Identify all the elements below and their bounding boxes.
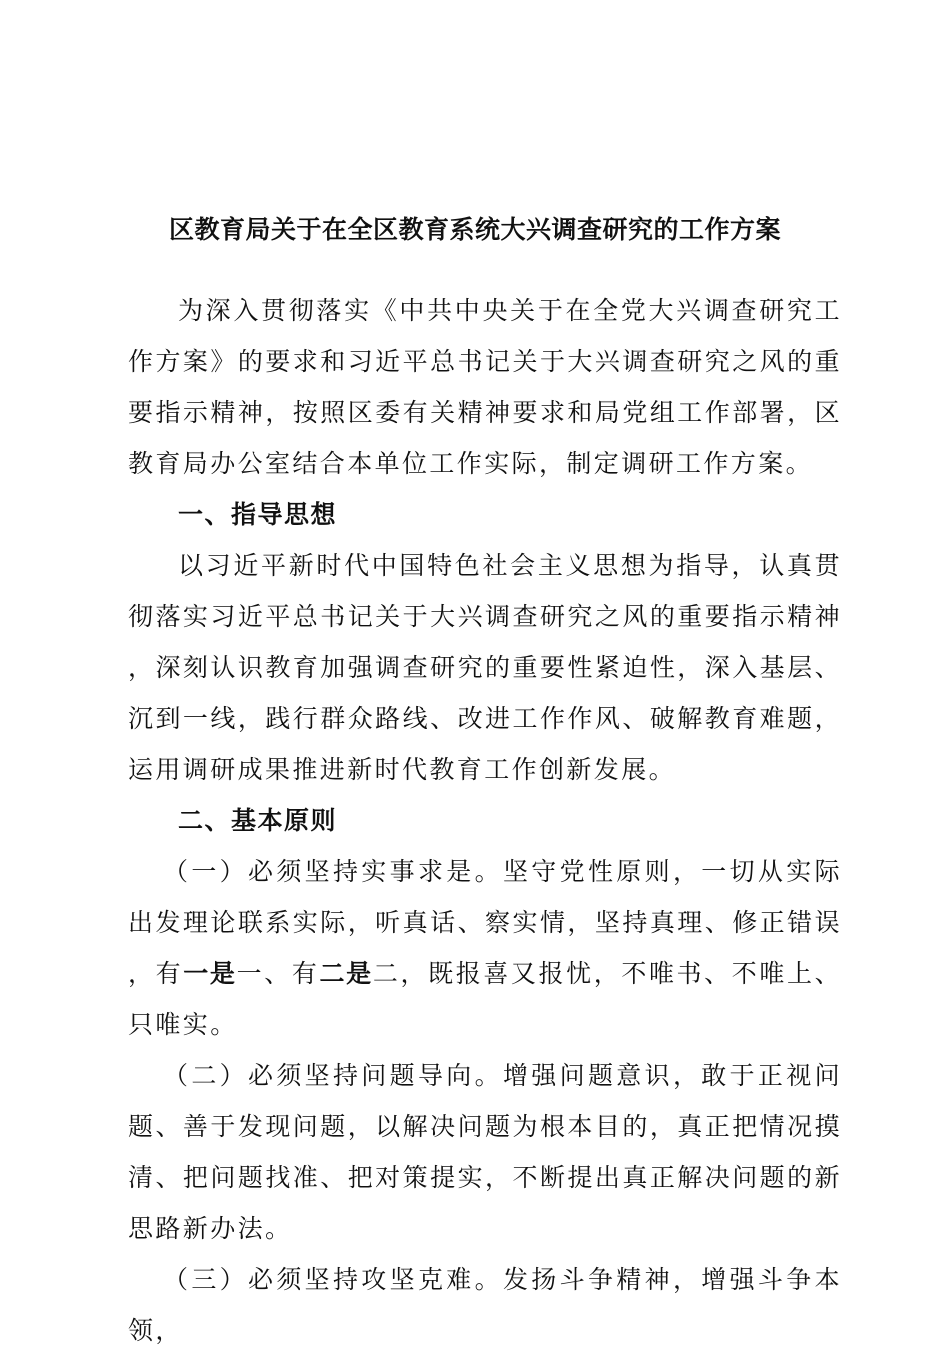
principle-1-text-d: 二，既报喜又报忧，不唯书、不唯上、只唯实。 [128,959,842,1039]
document-body [128,285,842,1356]
document-title: 区教育局关于在全区教育系统大兴调查研究的工作方案 [168,215,781,244]
principle-2-paragraph: （二）必须坚持问题导向。增强问题意识，敢于正视问题、善于发现问题，以解决问题为根本目的，真正把情况摸清、把问题找准、把对策提实，不断提出真正解决问题的新思路新办法。 [128,1061,842,1243]
principle-1-text-a: （一）必须坚持实事求是。坚守党性原则，一切从实际出发理论联系实际，听真话、察实情，坚持真理、修正错误，有 [128,857,842,988]
intro-paragraph: 为深入贯彻落实《中共中央关于在全党大兴调查研究工作方案》的要求和习近平总书记关于大兴调查研究之风的重要指示精神，按照区委有关精神要求和局党组工作部署，区教育局办公室结合本单位工作实际，制定调研工作方案。 [128,296,842,478]
principle-1-bold-1: 一是 [183,959,237,988]
guiding-thought-paragraph: 以习近平新时代中国特色社会主义思想为指导，认真贯彻落实习近平总书记关于大兴调查研究之风的重要指示精神，深刻认识教育加强调查研究的重要性紧迫性，深入基层、沉到一线，践行群众路线、改进工作作风、破解教育难题，运用调研成果推进新时代教育工作创新发展。 [128,551,842,784]
principle-1-text-c: 一、有 [236,959,320,988]
section-heading-basic-principles: 二、基本原则 [178,806,338,835]
section-heading-guiding-thought: 一、指导思想 [178,500,338,529]
principle-1-bold-2: 二是 [319,959,373,988]
principle-1-paragraph [128,846,842,1050]
principle-3-paragraph: （三）必须坚持攻坚克难。发扬斗争精神，增强斗争本领， [128,1265,842,1345]
